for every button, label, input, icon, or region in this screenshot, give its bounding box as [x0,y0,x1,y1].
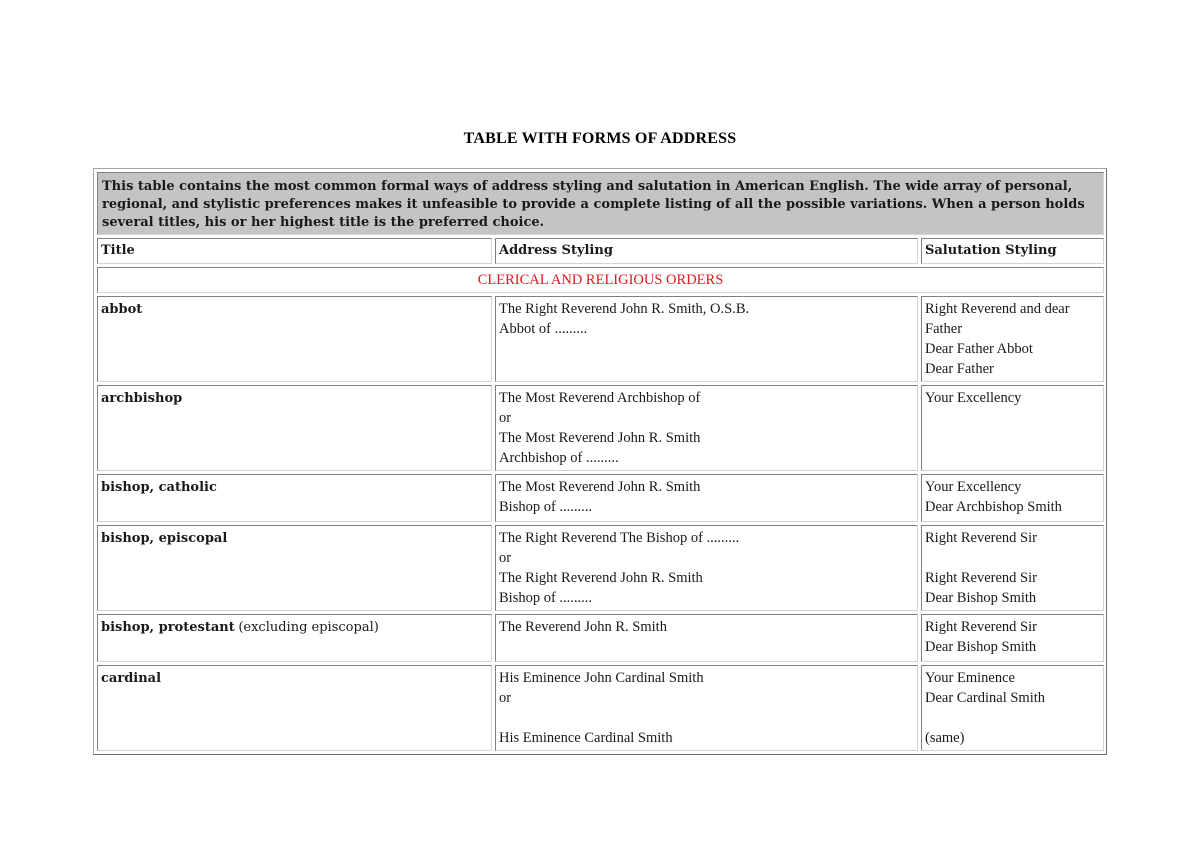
salutation-line: Dear Cardinal Smith [925,690,1046,706]
address-line: Bishop of ......... [499,499,593,515]
address-line: Bishop of ......... [499,590,593,606]
title-term: cardinal [101,671,162,686]
column-header-salutation: Salutation Styling [921,238,1104,264]
address-cell [495,614,918,662]
salutation-line: Dear Father [925,361,994,377]
document-title: TABLE WITH FORMS OF ADDRESS [463,130,737,147]
salutation-line: Dear Father Abbot [925,341,1033,357]
address-line: The Most Reverend Archbishop of [499,390,701,406]
address-line: Archbishop of ......... [499,450,619,466]
address-cell [495,665,918,751]
title-term: archbishop [101,391,183,406]
address-cell [495,296,918,382]
title-cell [97,665,492,751]
address-line: The Right Reverend John R. Smith, O.S.B. [499,301,750,317]
address-line: His Eminence Cardinal Smith [499,730,673,746]
address-line: The Right Reverend The Bishop of ......... [499,530,740,546]
title-term: bishop, catholic [101,480,217,495]
title-cell [97,474,492,522]
title-term: bishop, protestant [101,620,235,635]
salutation-line: Dear Bishop Smith [925,590,1037,606]
table-row [97,474,1104,522]
table-row [97,525,1104,611]
section-heading: CLERICAL AND RELIGIOUS ORDERS [97,267,1104,293]
intro-text: This table contains the most common formal ways of address styling and salutation in American English. The wide array of personal, regional, and stylistic preferences makes it unfeasible to provide a complete listing of all the possible variations. When a person holds several titles, his or her highest title is the preferred choice. [97,172,1104,235]
address-cell [495,525,918,611]
address-cell [495,385,918,471]
title-cell [97,525,492,611]
intro-row [97,172,1104,235]
salutation-cell [921,296,1104,382]
salutation-cell [921,385,1104,471]
salutation-cell [921,614,1104,662]
salutation-line [925,548,1100,568]
title-cell [97,385,492,471]
title-cell [97,296,492,382]
table-row [97,614,1104,662]
table-row [97,296,1104,382]
address-line: or [499,550,512,566]
salutation-line: Your Eminence [925,670,1015,686]
column-header-address: Address Styling [495,238,918,264]
column-header-title: Title [97,238,492,264]
salutation-line: (same) [925,730,965,746]
salutation-line: Right Reverend Sir [925,530,1037,546]
salutation-line: Dear Archbishop Smith [925,499,1062,515]
title-cell [97,614,492,662]
salutation-cell [921,474,1104,522]
address-line: The Most Reverend John R. Smith [499,479,701,495]
salutation-line: Your Excellency [925,479,1022,495]
title-term: abbot [101,302,143,317]
address-line: or [499,410,512,426]
address-line [499,708,914,728]
title-term: bishop, episcopal [101,531,228,546]
forms-of-address-table [94,169,1107,754]
table-row [97,385,1104,471]
address-line: The Reverend John R. Smith [499,619,667,635]
address-cell [495,474,918,522]
salutation-cell [921,525,1104,611]
address-line: or [499,690,512,706]
forms-of-address-table-frame [93,168,1107,755]
section-row [97,267,1104,293]
address-line: Abbot of ......... [499,321,588,337]
salutation-line [925,708,1100,728]
address-line: The Right Reverend John R. Smith [499,570,703,586]
salutation-line: Right Reverend Sir [925,570,1037,586]
header-row [97,238,1104,264]
salutation-line: Dear Bishop Smith [925,639,1037,655]
title-note: (excluding episcopal) [238,620,379,635]
table-row [97,665,1104,751]
salutation-line: Right Reverend and dear Father [925,301,1070,337]
salutation-cell [921,665,1104,751]
address-line: His Eminence John Cardinal Smith [499,670,704,686]
salutation-line: Right Reverend Sir [925,619,1037,635]
address-line: The Most Reverend John R. Smith [499,430,701,446]
salutation-line: Your Excellency [925,390,1022,406]
